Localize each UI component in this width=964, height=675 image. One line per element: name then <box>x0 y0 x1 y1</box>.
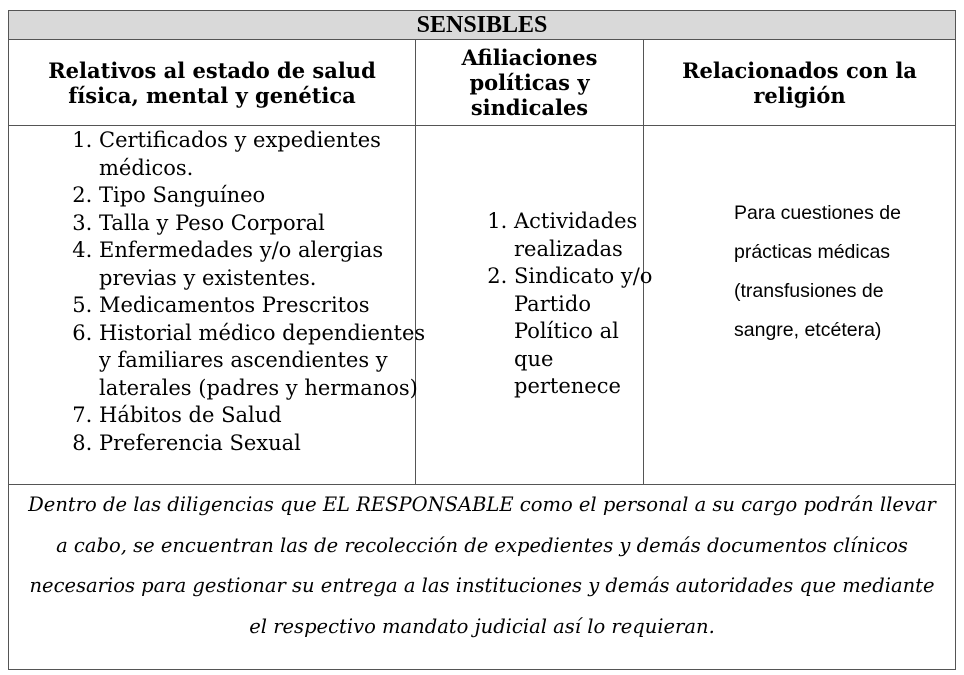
sensitive-data-table <box>8 10 956 670</box>
footer-note: Dentro de las diligencias que EL RESPONSABLE como el personal a su cargo podrán llevar a cabo, se encuentran las de recolección de expedientes y demás documentos clínicos necesarios para gestionar su entrega a las instituciones y demás autoridades que mediante el respectivo mandato judicial así lo requieran. <box>9 484 955 669</box>
list-item: 6. Historial médico dependientes y familiares ascendientes y laterales (padres y hermanos) <box>99 320 429 403</box>
column-header-health <box>9 40 416 126</box>
column-header-health-label: Relativos al estado de salud física, mental y genética <box>48 57 376 108</box>
column-header-political-label: Afiliaciones políticas y sindicales <box>461 45 598 120</box>
column-header-religion <box>644 40 955 126</box>
list-item: 8. Preferencia Sexual <box>99 430 429 458</box>
political-cell <box>416 126 653 484</box>
list-item: 1. Certificados y expedientes médicos. <box>99 127 429 182</box>
health-list <box>57 127 429 457</box>
political-list <box>474 208 654 401</box>
religion-cell <box>644 126 955 484</box>
list-item: 3. Talla y Peso Corporal <box>99 210 429 238</box>
list-item: 2. Sindicato y/o Partido Político al que pertenece <box>514 263 654 401</box>
column-header-political <box>416 40 644 126</box>
list-item: 7. Hábitos de Salud <box>99 402 429 430</box>
list-item: 4. Enfermedades y/o alergias previas y existentes. <box>99 237 429 292</box>
list-item: 5. Medicamentos Prescritos <box>99 292 429 320</box>
column-header-religion-label: Relacionados con la religión <box>682 57 917 108</box>
table-title: SENSIBLES <box>9 11 955 40</box>
list-item: 2. Tipo Sanguíneo <box>99 182 429 210</box>
list-item: 1. Actividades realizadas <box>514 208 654 263</box>
health-cell <box>9 126 426 484</box>
religion-text: Para cuestiones de prácticas médicas (transfusiones de sangre, etcétera) <box>734 202 901 341</box>
